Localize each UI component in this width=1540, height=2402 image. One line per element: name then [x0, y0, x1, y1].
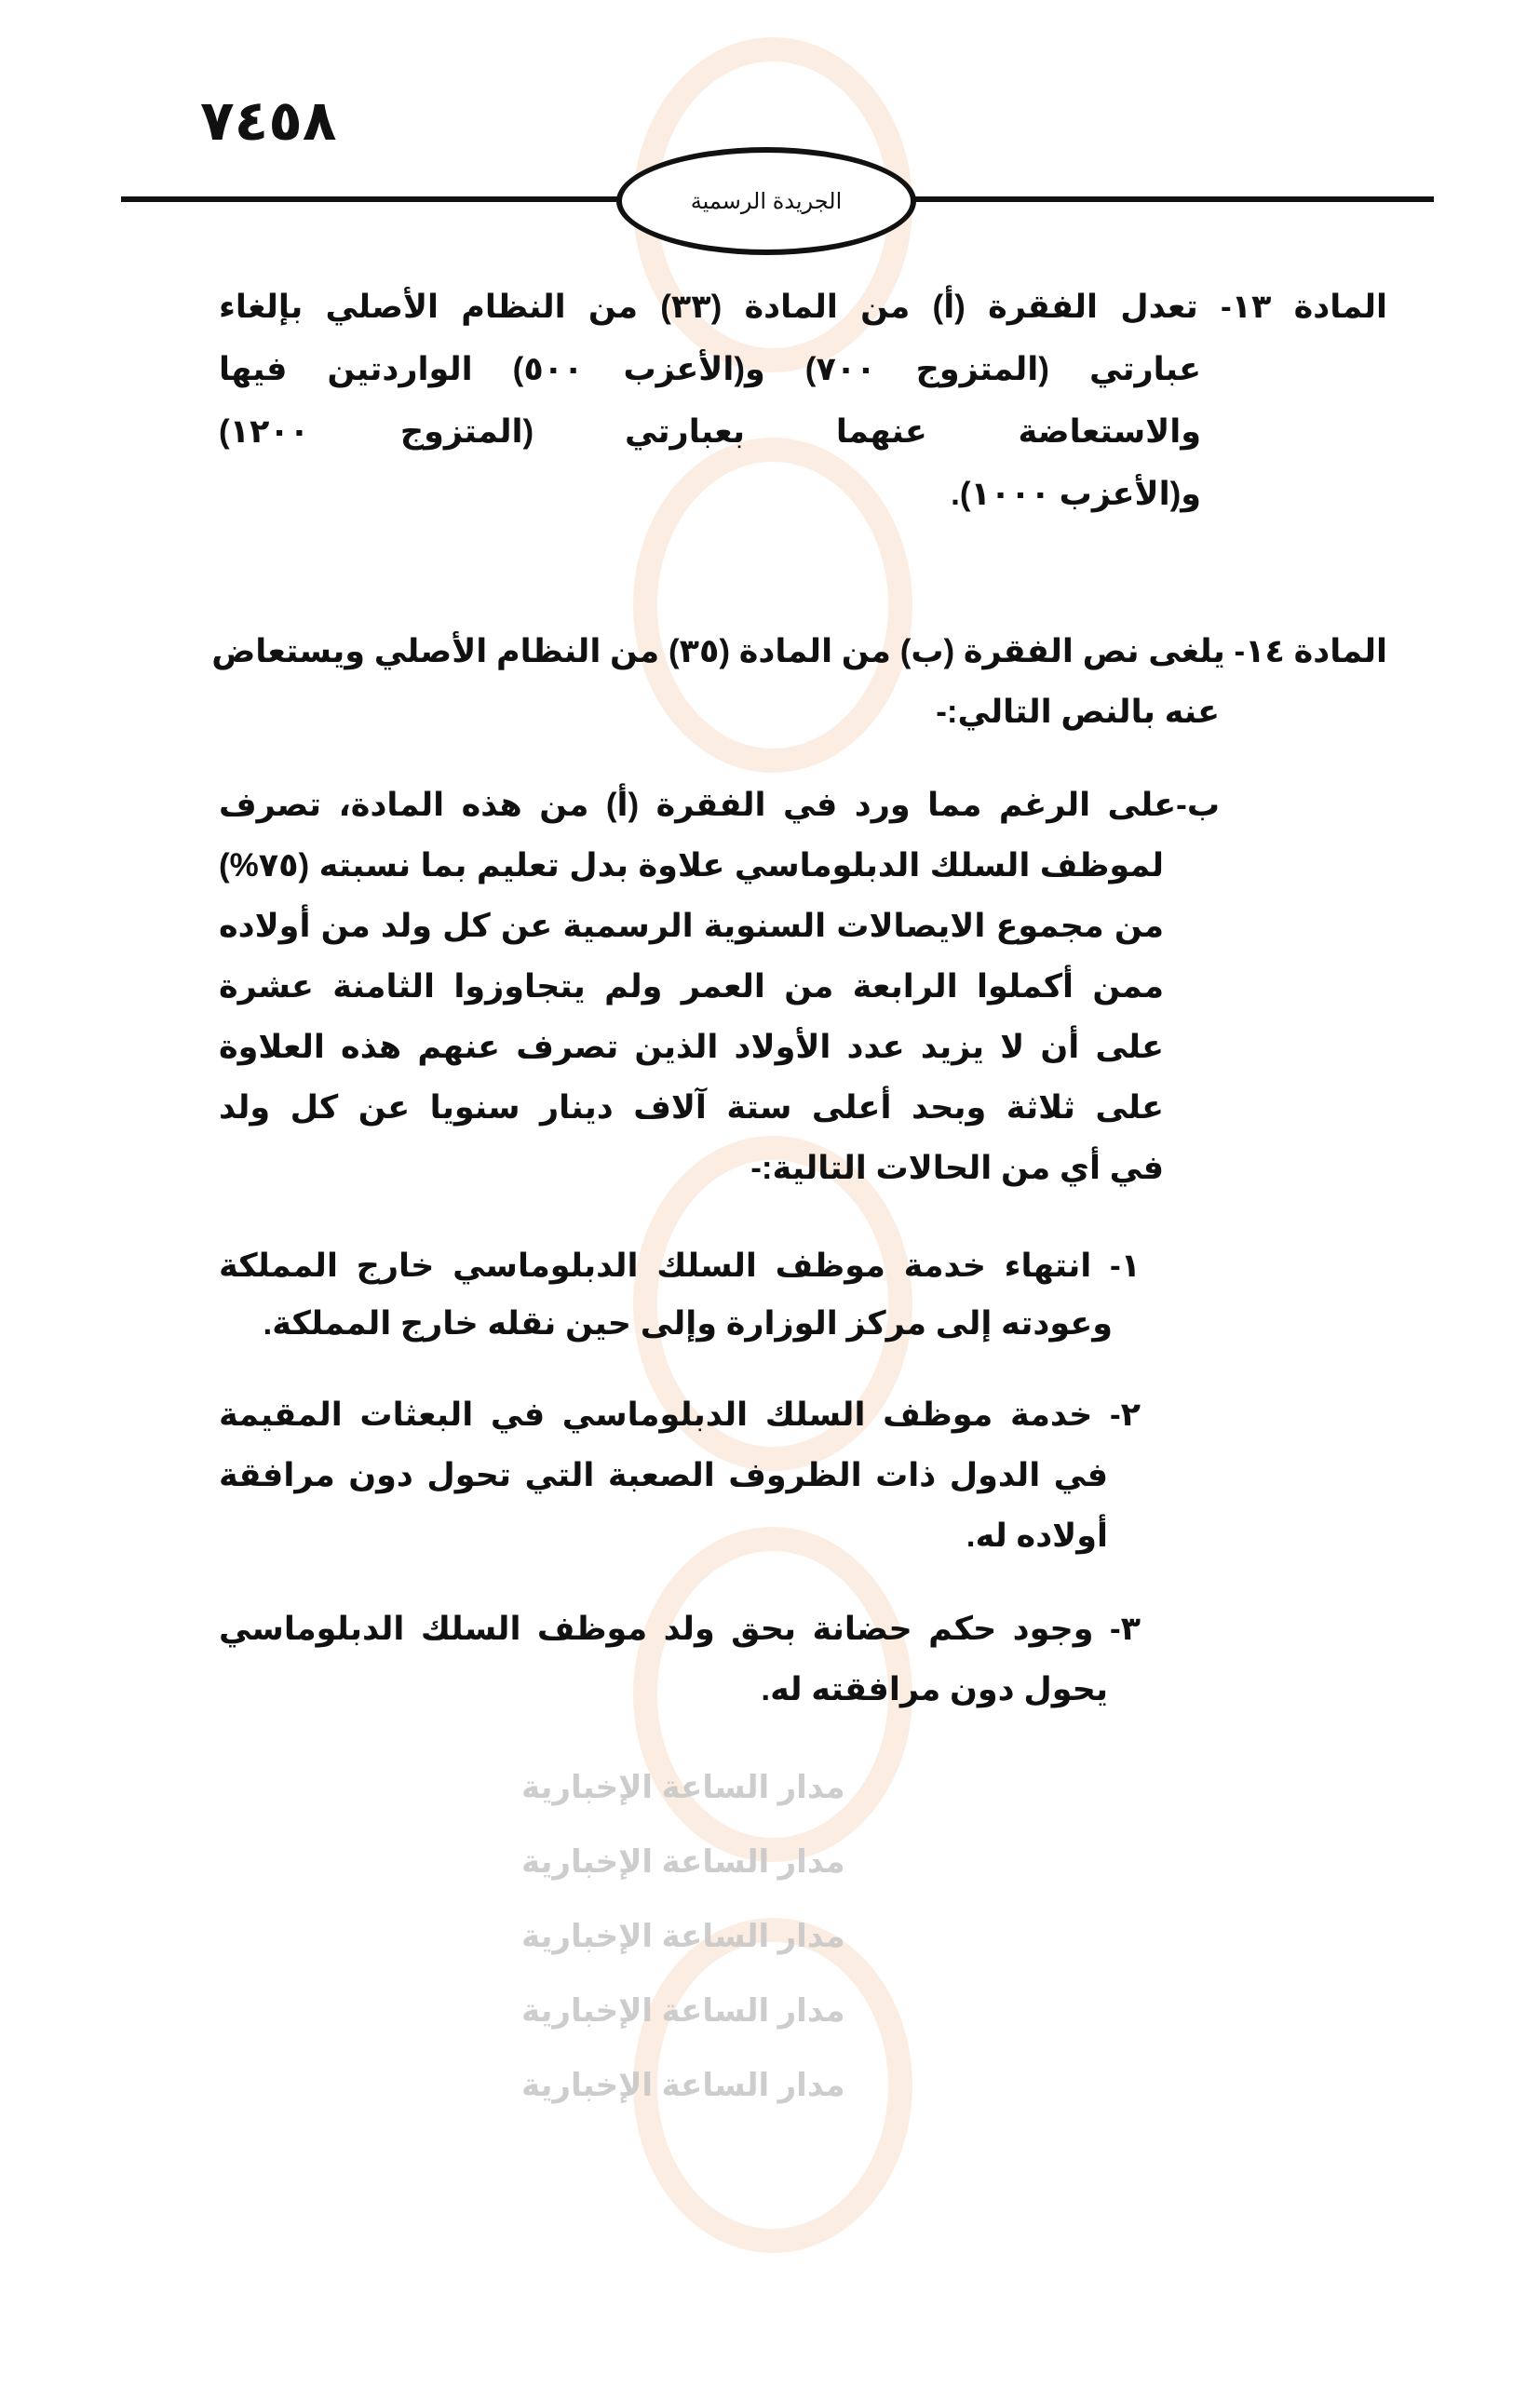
watermark-text: مدار الساعة الإخبارية — [521, 1770, 845, 1805]
list-item-line: وعودته إلى مركز الوزارة وإلى حين نقله خارج المملكة. — [263, 1305, 1113, 1342]
watermark-text: مدار الساعة الإخبارية — [521, 2068, 845, 2103]
paragraph-b-line: ممن أكملوا الرابعة من العمر ولم يتجاوزوا الثامنة عشرة — [219, 968, 1164, 1005]
watermark-text: مدار الساعة الإخبارية — [521, 1993, 845, 2029]
watermark-text: مدار الساعة الإخبارية — [521, 1844, 845, 1880]
article13-line: و(الأعزب ١٠٠٠). — [951, 476, 1201, 512]
watermark-clock-icon — [633, 438, 912, 773]
gazette-title-oval — [616, 147, 916, 255]
article14-line: المادة ١٤- يلغى نص الفقرة (ب) من المادة (٣٥) من النظام الأصلي ويستعاض — [211, 633, 1387, 669]
list-item-line: في الدول ذات الظروف الصعبة التي تحول دون مرافقة — [219, 1457, 1108, 1493]
paragraph-b-line: لموظف السلك الدبلوماسي علاوة بدل تعليم بما نسبته (٧٥%) — [219, 847, 1164, 884]
article14-line: عنه بالنص التالي:- — [936, 694, 1220, 730]
list-item-line: ١- انتهاء خدمة موظف السلك الدبلوماسي خارج المملكة — [219, 1248, 1141, 1284]
article13-line: والاستعاضة عنهما بعبارتي (المتزوج ١٢٠٠) — [219, 413, 1201, 450]
list-item-line: ٢- خدمة موظف السلك الدبلوماسي في البعثات المقيمة — [219, 1397, 1141, 1433]
page-number: ٧٤٥٨ — [200, 89, 337, 152]
list-item-line: يحول دون مرافقته له. — [761, 1671, 1108, 1707]
watermark-text: مدار الساعة الإخبارية — [521, 1919, 845, 1954]
watermark — [484, 1918, 1061, 2402]
list-item-line: ٣- وجود حكم حضانة بحق ولد موظف السلك الدبلوماسي — [219, 1611, 1141, 1647]
article13-line: عبارتي (المتزوج ٧٠٠) و(الأعزب ٥٠٠) الواردتين فيها — [219, 351, 1201, 387]
gazette-title: الجريدة الرسمية — [690, 188, 843, 214]
paragraph-b-line: على أن لا يزيد عدد الأولاد الذين تصرف عنهم هذه العلاوة — [219, 1029, 1164, 1065]
list-item-line: أولاده له. — [966, 1518, 1108, 1554]
paragraph-b-line: من مجموع الايصالات السنوية الرسمية عن كل ولد من أولاده — [219, 908, 1164, 944]
paragraph-b-line: في أي من الحالات التالية:- — [750, 1150, 1164, 1186]
article13-line: المادة ١٣- تعدل الفقرة (أ) من المادة (٣٣) من النظام الأصلي بإلغاء — [219, 289, 1387, 325]
paragraph-b-line: ب-على الرغم مما ورد في الفقرة (أ) من هذه المادة، تصرف — [219, 787, 1220, 823]
paragraph-b-line: على ثلاثة وبحد أعلى ستة آلاف دينار سنويا عن كل ولد — [219, 1089, 1164, 1126]
